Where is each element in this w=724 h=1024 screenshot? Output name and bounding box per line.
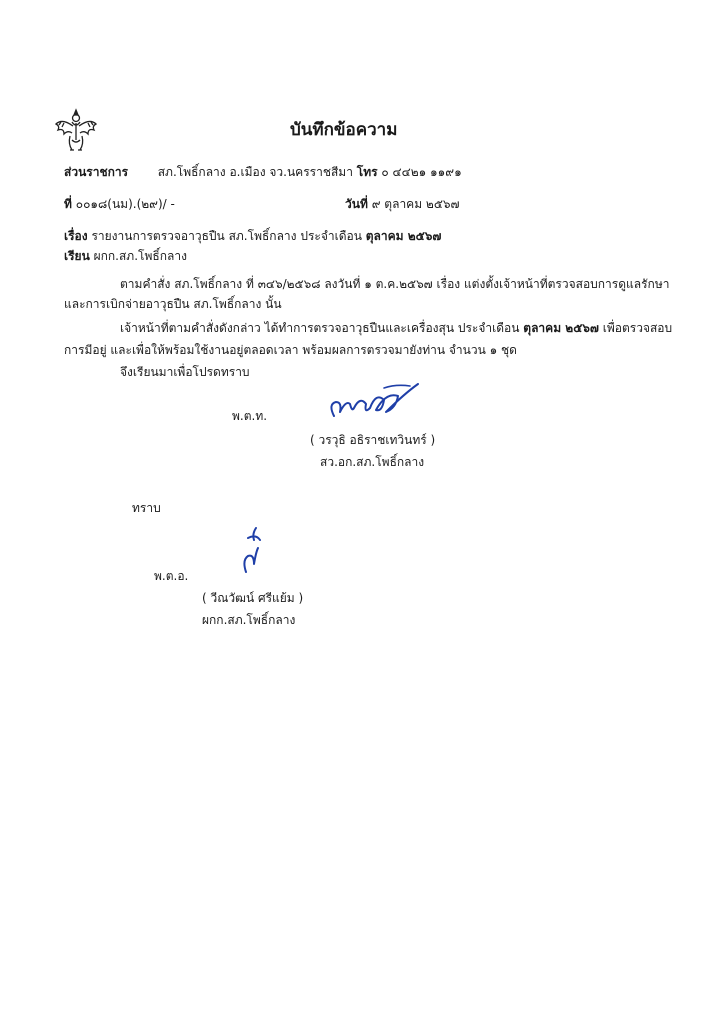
agency-label: ส่วนราชการ bbox=[64, 165, 129, 179]
agency-row bbox=[64, 164, 462, 180]
memo-title: บันทึกข้อความ bbox=[290, 120, 398, 140]
ref-value: ๐๐๑๘(นม).(๒๙)/ - bbox=[75, 197, 175, 211]
signer1-position: สว.อก.สภ.โพธิ์กลาง bbox=[320, 455, 425, 469]
garuda-emblem-icon bbox=[52, 106, 100, 154]
subject-month: ตุลาคม ๒๕๖๗ bbox=[365, 229, 442, 243]
body-p2-month: ตุลาคม ๒๕๖๗ bbox=[523, 321, 599, 335]
body-p1-line1: ตามคำสั่ง สภ.โพธิ์กลาง ที่ ๓๔๖/๒๕๖๘ ลงวันที่ ๑ ต.ค.๒๕๖๗ เรื่อง แต่งตั้งเจ้าหน้าที่ตรวจสอบการดูแลรักษา bbox=[120, 277, 670, 291]
phone-label: โทร bbox=[356, 165, 378, 179]
subject-row bbox=[64, 228, 441, 244]
endorsement-rank: พ.ต.อ. bbox=[154, 569, 189, 583]
date-row bbox=[345, 196, 460, 212]
agency-value: สภ.โพธิ์กลาง อ.เมือง จว.นครราชสีมา bbox=[157, 165, 353, 179]
ref-label: ที่ bbox=[64, 197, 72, 211]
body-p2-line2: การมีอยู่ และเพื่อให้พร้อมใช้งานอยู่ตลอดเวลา พร้อมผลการตรวจมายังท่าน จำนวน ๑ ชุด bbox=[64, 343, 517, 357]
subject-label: เรื่อง bbox=[64, 229, 88, 243]
signature-2-icon bbox=[238, 524, 268, 574]
ref-row bbox=[64, 196, 175, 212]
endorsement-name: ( วีณวัฒน์ ศรีแย้ม ) bbox=[202, 591, 304, 605]
body-p1-line2: และการเบิกจ่ายอาวุธปืน สภ.โพธิ์กลาง นั้น bbox=[64, 297, 282, 311]
date-value: ๙ ตุลาคม ๒๕๖๗ bbox=[371, 197, 460, 211]
signer1-name: ( วรวุธิ อธิราชเทวินทร์ ) bbox=[310, 433, 436, 447]
body-p2-text-b: เพื่อตรวจสอบ bbox=[602, 321, 673, 335]
endorsement-position: ผกก.สภ.โพธิ์กลาง bbox=[202, 613, 296, 627]
body-p3: จึงเรียนมาเพื่อโปรดทราบ bbox=[120, 365, 250, 379]
signature-1-icon bbox=[326, 378, 422, 424]
body-p2-text-a: เจ้าหน้าที่ตามคำสั่งดังกล่าว ได้ทำการตรวจอาวุธปืนและเครื่องสุน ประจำเดือน bbox=[120, 321, 520, 335]
phone-value: ๐ ๔๔๒๑ ๑๑๙๑ bbox=[381, 165, 462, 179]
to-value: ผกก.สภ.โพธิ์กลาง bbox=[93, 249, 187, 263]
date-label: วันที่ bbox=[345, 197, 368, 211]
signer1-rank: พ.ต.ท. bbox=[232, 409, 268, 423]
body-p2-line1 bbox=[120, 320, 672, 336]
endorsement-note: ทราบ bbox=[132, 501, 161, 515]
subject-value: รายงานการตรวจอาวุธปืน สภ.โพธิ์กลาง ประจำเดือน bbox=[91, 229, 362, 243]
to-label: เรียน bbox=[64, 249, 90, 263]
to-row bbox=[64, 248, 187, 264]
